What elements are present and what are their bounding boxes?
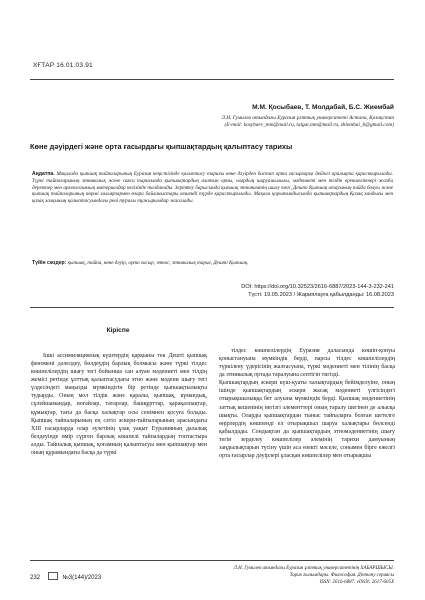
keywords bbox=[32, 260, 393, 267]
body-column-left bbox=[31, 352, 207, 457]
journal-icon bbox=[48, 572, 58, 580]
journal-title: Л.Н. Гумилев атындағы Еуразия ұлттық университетінің ХАБАРШЫСЫ. bbox=[233, 566, 394, 571]
footer-page-info bbox=[30, 572, 101, 581]
irstee-code: ХҒТАР 16.01.03.91 bbox=[33, 62, 93, 69]
header-rule bbox=[30, 79, 394, 80]
doi-link[interactable]: DOI: https://doi.org/10.32523/2616-6887/2023-144-3-232-241 bbox=[241, 284, 394, 290]
footer-rule bbox=[30, 560, 394, 561]
page-number: 232 bbox=[30, 575, 41, 581]
journal-issn: ISSN: 2616-6887. eISSN: 2617-605X bbox=[319, 579, 394, 585]
received-accepted-dates: Түсті: 19.05.2023 / Жариялауға қабылданды: 16.08.2023 bbox=[248, 292, 394, 299]
keywords-text: қыпшақ, тайпа, көне дәуір, орта ғасыр, этнос, этникалық тарих, Дешті Қыпшақ. bbox=[67, 260, 249, 266]
abstract-text: Мақалада қыпшақ тайпаларының Еуразия кеңістігінде қалыптасу тарихы көне дәуірден бастап орта ғасырларға дейінгі аралықта қарастырылады. Түркі тайпаларының этникалық және саяси тарихында қыпшақтардың алатын орны, олардың шаруашылығы, мәдениеті мен тілдік ерекшеліктері жазба деректер мен археологиялық материалдар негізінде талданады. Зерттеу барысында қыпшақ этнонимінің шығу тегі, Дешті Қыпшақ атауының пайда болуы және қыпшақ тайпаларының көрші халықтармен өзара байланыстары кешенді түрде қарастырылады. Мақала қорытындысында қыпшақтардың Қазақ хандығы мен қазақ халқының қалыптасуындағы рөлі туралы тұжырымдар жасалады. bbox=[32, 171, 393, 205]
keywords-label: Түйін сөздер: bbox=[32, 260, 67, 266]
affiliation-emails: (E-mail: kosybaev_mm@mail.ru, talgat.mm@mail.ru, zhiembai_b@gmail.com) bbox=[224, 122, 394, 129]
footer-journal-info bbox=[194, 566, 394, 586]
abstract bbox=[32, 171, 393, 205]
article-authors: М.М. Қосыбаев, Т. Молдабай, Б.С. Жиембай bbox=[252, 104, 394, 111]
affiliation-line: Л.Н. Гумилев атындағы Еуразия ұлттық университеті Астана, Қазақстан bbox=[221, 115, 394, 121]
doi-block bbox=[241, 283, 394, 300]
body-column-right bbox=[219, 347, 395, 460]
author-affiliation bbox=[30, 115, 394, 129]
journal-series: Тарих ғылымдары. Философия. Дінтану сериясы bbox=[289, 572, 394, 578]
issue-number: №3(144)/2023 bbox=[62, 575, 102, 581]
body-paragraph: Ішкі ассимиляциялық күштердің қарқыны тек Дешті қыпшақ феномені дәлелдеу, бөлдеудің барлық болмысы және түркі тілдес көшпелілердің шығу тегі бойынша сан алуан мәдениеті мен тілдің жемісі ретінде ұлттық қалыптасудағы этно және мәдени шығу тегі үлдесіндегі маңызды мүмкіндігін бір ретінде қыпшақтылықты тудырды. Оның мол тілдік және қаралы, қыпшақ, күмандық, сұлейшамандар, ноғайлар, татарлар, башқұрттар, қарақалпақтар, құмықтар, тағы да басқа халықтар осы сенімнен қосуға болады. Қыпшақ тайпаларының ең сәтіл әскери-тайпаларының арасындағы XIII ғасырларда олар әулетінің ұзақ уақыт Еуразияның далалық белдеуінде өмір сүрген барлық көшпелі тайпалардың топтастыра алды. Тайпалық қыпшақ, қоғамның қалыптасуы мен қыпшақтар мен оның құрамындағы басқа да түркі bbox=[31, 353, 207, 456]
doi-rule bbox=[30, 307, 394, 308]
section-heading-intro: Кіріспе bbox=[106, 327, 130, 334]
article-title: Көне дәуірдегі және орта ғасырдағы қыпшақтардың қалыптасу тарихы bbox=[30, 142, 293, 151]
body-paragraph: тілдес көшпелілердің Еуразия даласында көшіп-қонуы қоныстануына мүмкіндік берді, парсы тілдес көшпелілердің түркілену үдерісінің жалғасуына, түркі мәдениеті мен тілінің басқа да этникалық ортада таралуына септігін тигізді. Қыпшақтардың әскери күш-қуаты халықтардың бейімделуіне, оның ішінде қыпшақтардың әскери жасақ мәдениеті үлгісіндегі отырықшылыққа бет алуына мүмкіндік берді. Қыпшақ мәдениетінің заттық кешенінің негізгі элементтері оның таралу шегінен де алысқа шықты. Оларды қыпшақтардан тыныс тайпаларға болған шетелге өңірлердің көшпенді ел отырықшыл шаруа халықтары бөлсенді қабылдады. Сондықтан да қыпшақтардың этномәдениетінің шығу тегін зерделеу көшпелілер әлемінің тарихи дамуының заңдылықтарын түсіну үшін аса өзекті мәселе, сонымен бірге ежелгі орта ғасырлар дәуірлері ұласқан көшпелілер мен отырықшы bbox=[219, 348, 395, 460]
abstract-label: Аңдатпа. bbox=[32, 171, 55, 177]
